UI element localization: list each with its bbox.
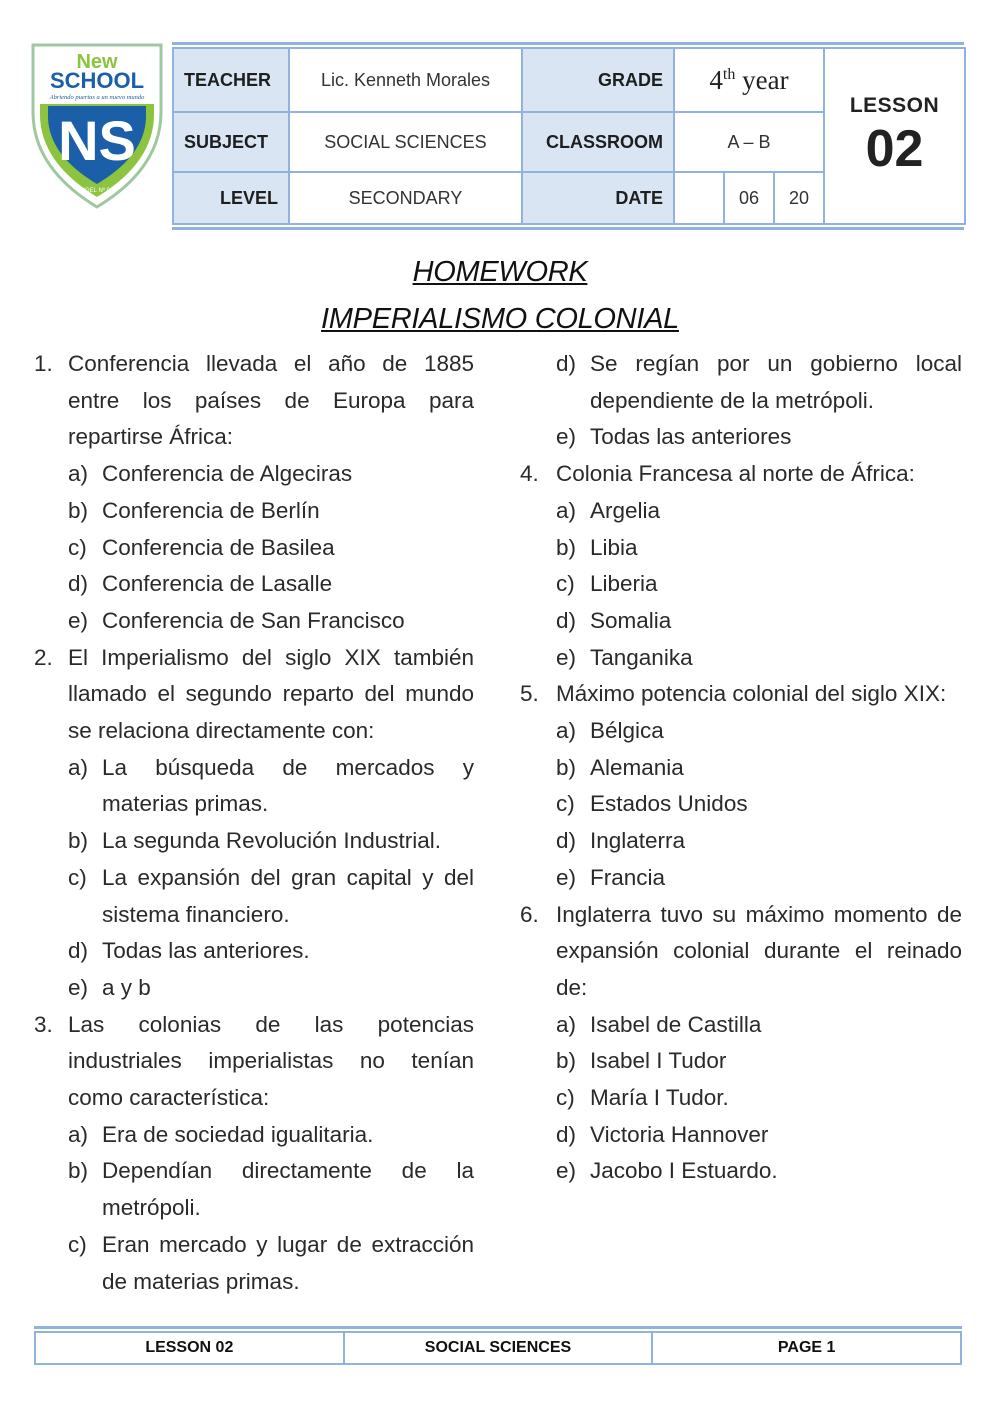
option-text: Jacobo I Estuardo.: [590, 1158, 778, 1184]
question-text: El Imperialismo del siglo XIX también llamado el segundo reparto del mundo se relaciona directamente con:: [68, 644, 474, 744]
option-text: Estados Unidos: [590, 791, 748, 817]
left-question-column: [34, 346, 474, 1300]
date-day: [674, 172, 724, 224]
question-number: 5.: [520, 681, 539, 707]
answer-option: [520, 1080, 962, 1117]
option-text: Alemania: [590, 754, 684, 780]
answer-option: [520, 860, 962, 897]
option-letter: a): [556, 497, 577, 523]
option-letter: b): [68, 828, 89, 854]
option-text: La expansión del gran capital y del sistema financiero.: [102, 864, 474, 927]
answer-option: [520, 640, 962, 677]
option-letter: c): [68, 864, 87, 890]
right-question-column: [520, 346, 962, 1190]
answer-option: [520, 1117, 962, 1154]
answer-option: [520, 1007, 962, 1044]
header-info: [172, 42, 964, 230]
footer-lesson: LESSON 02: [35, 1332, 344, 1364]
teacher-label: TEACHER: [173, 48, 289, 112]
question-text: Colonia Francesa al norte de África:: [556, 461, 915, 487]
footer-table: [34, 1331, 962, 1365]
option-letter: d): [556, 828, 577, 854]
option-letter: b): [68, 1158, 89, 1184]
header-bottom-rule: [172, 227, 964, 230]
option-letter: a): [556, 1011, 577, 1037]
question-number: 4.: [520, 461, 539, 487]
grade-label: GRADE: [522, 48, 674, 112]
option-letter: b): [556, 534, 577, 560]
option-text: Todas las anteriores: [590, 424, 792, 450]
lesson-number: 02: [865, 120, 924, 178]
option-letter: b): [556, 754, 577, 780]
option-text: La segunda Revolución Industrial.: [102, 828, 441, 854]
answer-option: [34, 933, 474, 970]
option-text: a y b: [102, 974, 151, 1000]
option-text: Se regían por un gobierno local dependiente de la metrópoli.: [590, 351, 962, 413]
footer-subject: SOCIAL SCIENCES: [344, 1332, 653, 1364]
header-top-rule: [172, 42, 964, 45]
lesson-label: LESSON: [849, 94, 940, 117]
option-text: Dependían directamente de la metrópoli.: [102, 1158, 474, 1221]
answer-option: [520, 346, 962, 419]
teacher-value: Lic. Kenneth Morales: [289, 48, 522, 112]
answer-option: [34, 823, 474, 860]
option-letter: d): [556, 351, 577, 376]
answer-option: [520, 566, 962, 603]
option-letter: a): [68, 461, 89, 487]
question-number: 2.: [34, 644, 53, 670]
option-text: Conferencia de Algeciras: [102, 461, 353, 487]
option-text: Victoria Hannover: [590, 1121, 769, 1147]
answer-option: [520, 603, 962, 640]
homework-title: HOMEWORK: [412, 256, 588, 288]
option-text: Libia: [590, 534, 638, 560]
option-text: Isabel I Tudor: [590, 1048, 727, 1074]
classroom-value: A – B: [674, 112, 824, 172]
option-text: Argelia: [590, 497, 661, 523]
subject-value: SOCIAL SCIENCES: [289, 112, 522, 172]
question-text: Las colonias de las potencias industriales imperialistas no tenían como característica:: [68, 1011, 474, 1111]
option-letter: d): [68, 571, 89, 597]
option-letter: c): [556, 1085, 575, 1111]
question: [520, 676, 962, 713]
answer-option: [520, 786, 962, 823]
option-letter: d): [68, 938, 89, 964]
option-letter: c): [68, 1231, 87, 1257]
answer-option: [520, 1043, 962, 1080]
logo-initials: NS: [58, 109, 136, 172]
grade-suffix: th: [722, 65, 736, 83]
option-text: La búsqueda de mercados y materias primas.: [102, 754, 474, 817]
option-letter: b): [556, 1048, 577, 1074]
logo-tagline: Abriendo puertas a un nuevo mundo: [49, 94, 145, 101]
option-text: Conferencia de Berlín: [102, 497, 320, 523]
option-letter: e): [556, 864, 577, 890]
option-text: Francia: [590, 864, 666, 890]
question-number: 6.: [520, 901, 539, 927]
school-logo: [30, 42, 164, 210]
question: [34, 640, 474, 750]
level-label: LEVEL: [173, 172, 289, 224]
answer-option: [34, 1227, 474, 1300]
option-letter: d): [556, 607, 577, 633]
answer-option: [34, 603, 474, 640]
option-letter: e): [68, 607, 89, 633]
option-letter: a): [556, 718, 577, 744]
option-text: Conferencia de San Francisco: [102, 607, 405, 633]
grade-value: [674, 48, 824, 112]
question-text: Inglaterra tuvo su máximo momento de expansión colonial durante el reinado de:: [556, 901, 962, 1000]
date-label: DATE: [522, 172, 674, 224]
logo-line1: New: [76, 51, 118, 73]
option-text: Eran mercado y lugar de extracción de materias primas.: [102, 1231, 474, 1294]
option-letter: e): [556, 644, 577, 670]
date-month: 06: [724, 172, 774, 224]
answer-option: [520, 823, 962, 860]
page-footer: [34, 1326, 962, 1365]
answer-option: [34, 1117, 474, 1154]
answer-option: [34, 456, 474, 493]
answer-option: [520, 713, 962, 750]
question: [34, 1007, 474, 1117]
option-letter: e): [556, 1158, 577, 1184]
answer-option: [34, 566, 474, 603]
answer-option: [520, 750, 962, 787]
option-letter: c): [556, 791, 575, 817]
question-text: Conferencia llevada el año de 1885 entre los países de Europa para repartirse África:: [68, 351, 474, 450]
question-number: 3.: [34, 1011, 53, 1037]
date-year: 20: [774, 172, 824, 224]
footer-top-rule: [34, 1326, 962, 1329]
option-text: Conferencia de Basilea: [102, 534, 335, 560]
option-text: Bélgica: [590, 718, 664, 744]
classroom-label: CLASSROOM: [522, 112, 674, 172]
question: [520, 456, 962, 493]
level-value: SECONDARY: [289, 172, 522, 224]
answer-option: [520, 419, 962, 456]
grade-word: year: [742, 64, 789, 95]
option-letter: a): [68, 754, 89, 780]
question-text: Máximo potencia colonial del siglo XIX:: [556, 681, 947, 707]
answer-option: [34, 860, 474, 933]
school-crest-icon: [30, 42, 164, 210]
option-letter: a): [68, 1121, 89, 1147]
option-text: Era de sociedad igualitaria.: [102, 1121, 374, 1147]
footer-page: PAGE 1: [652, 1332, 961, 1364]
option-letter: c): [68, 534, 87, 560]
answer-option: [34, 1153, 474, 1226]
option-text: Liberia: [590, 571, 658, 597]
option-letter: e): [68, 974, 89, 1000]
header-table: [172, 47, 966, 225]
logo-ugel: UGEL Nº 06: [80, 188, 114, 194]
option-text: Conferencia de Lasalle: [102, 571, 333, 597]
question: [520, 897, 962, 1007]
subject-label: SUBJECT: [173, 112, 289, 172]
option-letter: d): [556, 1121, 577, 1147]
answer-option: [520, 493, 962, 530]
option-text: Tanganika: [590, 644, 693, 670]
option-letter: b): [68, 497, 89, 523]
answer-option: [34, 530, 474, 567]
answer-option: [34, 750, 474, 823]
question-number: 1.: [34, 351, 53, 376]
answer-option: [520, 530, 962, 567]
option-text: Inglaterra: [590, 828, 686, 854]
lesson-box: [824, 48, 965, 224]
answer-option: [34, 493, 474, 530]
option-text: María I Tudor.: [590, 1085, 729, 1111]
option-text: Somalia: [590, 607, 672, 633]
option-letter: c): [556, 571, 575, 597]
grade-number: 4: [709, 64, 723, 95]
option-text: Isabel de Castilla: [590, 1011, 762, 1037]
answer-option: [520, 1153, 962, 1190]
option-letter: e): [556, 424, 577, 450]
question: [34, 346, 474, 456]
topic-title: IMPERIALISMO COLONIAL: [321, 303, 679, 335]
option-text: Todas las anteriores.: [102, 938, 310, 964]
logo-line2: SCHOOL: [49, 68, 145, 93]
answer-option: [34, 970, 474, 1007]
